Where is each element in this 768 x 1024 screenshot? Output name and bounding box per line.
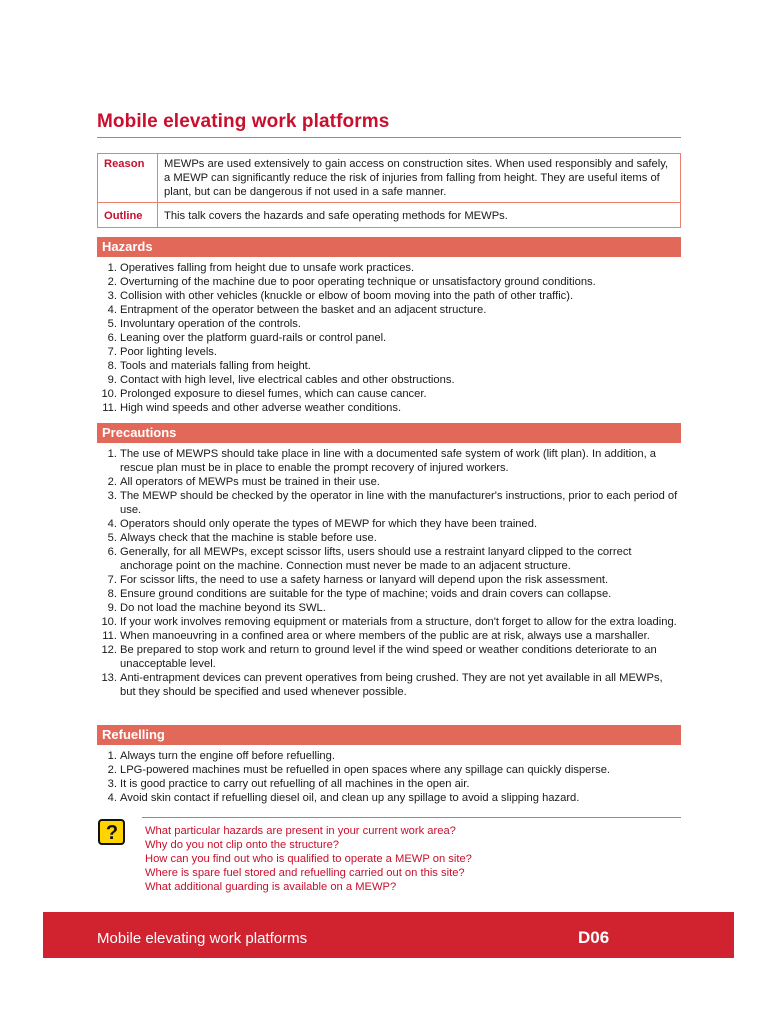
list-item-text: Entrapment of the operator between the basket and an adjacent structure. bbox=[120, 304, 487, 316]
list-item-text: Ensure ground conditions are suitable for the type of machine; voids and drain covers can collapse. bbox=[120, 588, 612, 600]
list-item-number: 9. bbox=[107, 602, 117, 614]
list-item-number: 10. bbox=[101, 616, 117, 628]
list-item-number: 1. bbox=[107, 262, 117, 274]
list-item-text: Always turn the engine off before refuelling. bbox=[120, 750, 335, 762]
list-item-number: 6. bbox=[107, 546, 117, 558]
list-item-number: 4. bbox=[107, 304, 117, 316]
reason-label: Reason bbox=[98, 154, 158, 203]
list-item-number: 2. bbox=[107, 276, 117, 288]
list-item bbox=[97, 573, 681, 587]
list-item-text: Anti-entrapment devices can prevent operatives from being crushed. They are not yet available in all MEWPs, but they should be specified and used whenever possible. bbox=[120, 672, 663, 698]
list-item-number: 6. bbox=[107, 332, 117, 344]
outline-label: Outline bbox=[98, 203, 158, 228]
list-item bbox=[97, 373, 681, 387]
question-item: How can you find out who is qualified to operate a MEWP on site? bbox=[145, 853, 472, 865]
list-item-text: Leaning over the platform guard-rails or control panel. bbox=[120, 332, 387, 344]
list-item bbox=[97, 345, 681, 359]
refuelling-list bbox=[97, 749, 681, 805]
list-item-number: 5. bbox=[107, 318, 117, 330]
list-item-number: 12. bbox=[101, 644, 117, 656]
list-item bbox=[97, 401, 681, 415]
list-item-number: 4. bbox=[107, 792, 117, 804]
list-item-number: 7. bbox=[107, 574, 117, 586]
list-item-text: High wind speeds and other adverse weather conditions. bbox=[120, 402, 402, 414]
question-item: What particular hazards are present in your current work area? bbox=[145, 825, 456, 837]
list-item-number: 8. bbox=[107, 588, 117, 600]
precautions-list bbox=[97, 447, 681, 699]
list-item-text: Do not load the machine beyond its SWL. bbox=[120, 602, 326, 614]
hazards-list bbox=[97, 261, 681, 415]
list-item bbox=[97, 671, 681, 699]
list-item bbox=[97, 387, 681, 401]
list-item bbox=[97, 331, 681, 345]
list-item-number: 4. bbox=[107, 518, 117, 530]
footer-code: D06 bbox=[578, 928, 610, 947]
list-item bbox=[97, 447, 681, 475]
list-item-number: 1. bbox=[107, 448, 117, 460]
list-item bbox=[97, 303, 681, 317]
list-item-number: 2. bbox=[107, 764, 117, 776]
list-item bbox=[97, 643, 681, 671]
footer-title: Mobile elevating work platforms bbox=[97, 930, 308, 947]
list-item-number: 8. bbox=[107, 360, 117, 372]
list-item-number: 1. bbox=[107, 750, 117, 762]
refuelling-heading: Refuelling bbox=[97, 725, 681, 745]
reason-text: MEWPs are used extensively to gain access on construction sites. When used responsibly and safely, a MEWP can significantly reduce the risk of injuries from falling from height. They are useful items of plant, but can be dangerous if not used in a safe manner. bbox=[158, 154, 681, 203]
list-item bbox=[97, 275, 681, 289]
list-item-text: Be prepared to stop work and return to ground level if the wind speed or weather conditions deteriorate to an unacceptable level. bbox=[120, 644, 657, 670]
list-item-text: Operatives falling from height due to unsafe work practices. bbox=[120, 262, 415, 274]
list-item-text: Involuntary operation of the controls. bbox=[120, 318, 301, 330]
list-item-text: For scissor lifts, the need to use a safety harness or lanyard will depend upon the risk assessment. bbox=[120, 574, 609, 586]
list-item bbox=[97, 517, 681, 531]
list-item-text: Operators should only operate the types of MEWP for which they have been trained. bbox=[120, 518, 538, 530]
list-item bbox=[97, 261, 681, 275]
list-item bbox=[97, 475, 681, 489]
list-item bbox=[97, 359, 681, 373]
list-item-text: Collision with other vehicles (knuckle or elbow of boom moving into the path of other traffic). bbox=[120, 290, 574, 302]
list-item-text: Contact with high level, live electrical cables and other obstructions. bbox=[120, 374, 455, 386]
list-item-text: If your work involves removing equipment or materials from a structure, don't forget to allow for the extra loading. bbox=[120, 616, 677, 628]
list-item-text: Poor lighting levels. bbox=[120, 346, 218, 358]
list-item-number: 5. bbox=[107, 532, 117, 544]
list-item bbox=[97, 749, 681, 763]
list-item-number: 10. bbox=[101, 388, 117, 400]
list-item bbox=[97, 531, 681, 545]
list-item-number: 3. bbox=[107, 778, 117, 790]
list-item-number: 9. bbox=[107, 374, 117, 386]
title-divider bbox=[97, 137, 681, 138]
svg-text:?: ? bbox=[105, 822, 118, 842]
list-item-text: Always check that the machine is stable before use. bbox=[120, 532, 377, 544]
list-item-number: 3. bbox=[107, 290, 117, 302]
list-item bbox=[97, 289, 681, 303]
outline-text: This talk covers the hazards and safe operating methods for MEWPs. bbox=[158, 203, 681, 228]
list-item-number: 11. bbox=[102, 402, 117, 414]
list-item-text: All operators of MEWPs must be trained in their use. bbox=[120, 476, 380, 488]
list-item-number: 3. bbox=[107, 490, 117, 502]
list-item bbox=[97, 587, 681, 601]
list-item bbox=[97, 601, 681, 615]
list-item-text: LPG-powered machines must be refuelled in open spaces where any spillage can quickly disperse. bbox=[120, 764, 611, 776]
list-item bbox=[97, 545, 681, 573]
list-item-text: Prolonged exposure to diesel fumes, which can cause cancer. bbox=[120, 388, 427, 400]
list-item-text: Avoid skin contact if refuelling diesel oil, and clean up any spillage to avoid a slipping hazard. bbox=[120, 792, 580, 804]
list-item-text: It is good practice to carry out refuelling of all machines in the open air. bbox=[120, 778, 470, 790]
question-item: Why do you not clip onto the structure? bbox=[145, 839, 340, 851]
list-item-text: Tools and materials falling from height. bbox=[120, 360, 311, 372]
list-item bbox=[97, 317, 681, 331]
list-item-number: 13. bbox=[101, 672, 117, 684]
list-item bbox=[97, 615, 681, 629]
intro-table bbox=[97, 153, 681, 228]
hazards-heading: Hazards bbox=[97, 237, 681, 257]
question-mark-glyph bbox=[104, 822, 120, 842]
list-item-text: Overturning of the machine due to poor operating technique or unsatisfactory ground conditions. bbox=[120, 276, 596, 288]
footer-bar bbox=[43, 912, 734, 958]
list-item-text: When manoeuvring in a confined area or where members of the public are at risk, always use a marshaller. bbox=[120, 630, 650, 642]
question-item: What additional guarding is available on a MEWP? bbox=[145, 881, 397, 893]
questions-divider bbox=[142, 817, 681, 818]
question-icon bbox=[98, 819, 125, 845]
list-item bbox=[97, 489, 681, 517]
reason-row bbox=[98, 154, 681, 203]
list-item-number: 2. bbox=[107, 476, 117, 488]
page-title: Mobile elevating work platforms bbox=[97, 111, 390, 132]
question-item: Where is spare fuel stored and refuelling carried out on this site? bbox=[145, 867, 465, 879]
list-item-number: 11. bbox=[102, 630, 117, 642]
precautions-heading: Precautions bbox=[97, 423, 681, 443]
list-item bbox=[97, 777, 681, 791]
list-item bbox=[97, 629, 681, 643]
list-item bbox=[97, 763, 681, 777]
outline-row bbox=[98, 203, 681, 228]
list-item bbox=[97, 791, 681, 805]
list-item-text: Generally, for all MEWPs, except scissor lifts, users should use a restraint lanyard clipped to the correct anchorage point on the machine. Connection must never be made to an adjacent structure. bbox=[120, 546, 632, 572]
list-item-text: The use of MEWPS should take place in line with a documented safe system of work (lift plan). In addition, a rescue plan must be in place to enable the prompt recovery of injured workers. bbox=[120, 448, 657, 474]
list-item-number: 7. bbox=[107, 346, 117, 358]
list-item-text: The MEWP should be checked by the operator in line with the manufacturer's instructions, prior to each period of use. bbox=[120, 490, 678, 516]
discussion-questions bbox=[145, 824, 675, 894]
